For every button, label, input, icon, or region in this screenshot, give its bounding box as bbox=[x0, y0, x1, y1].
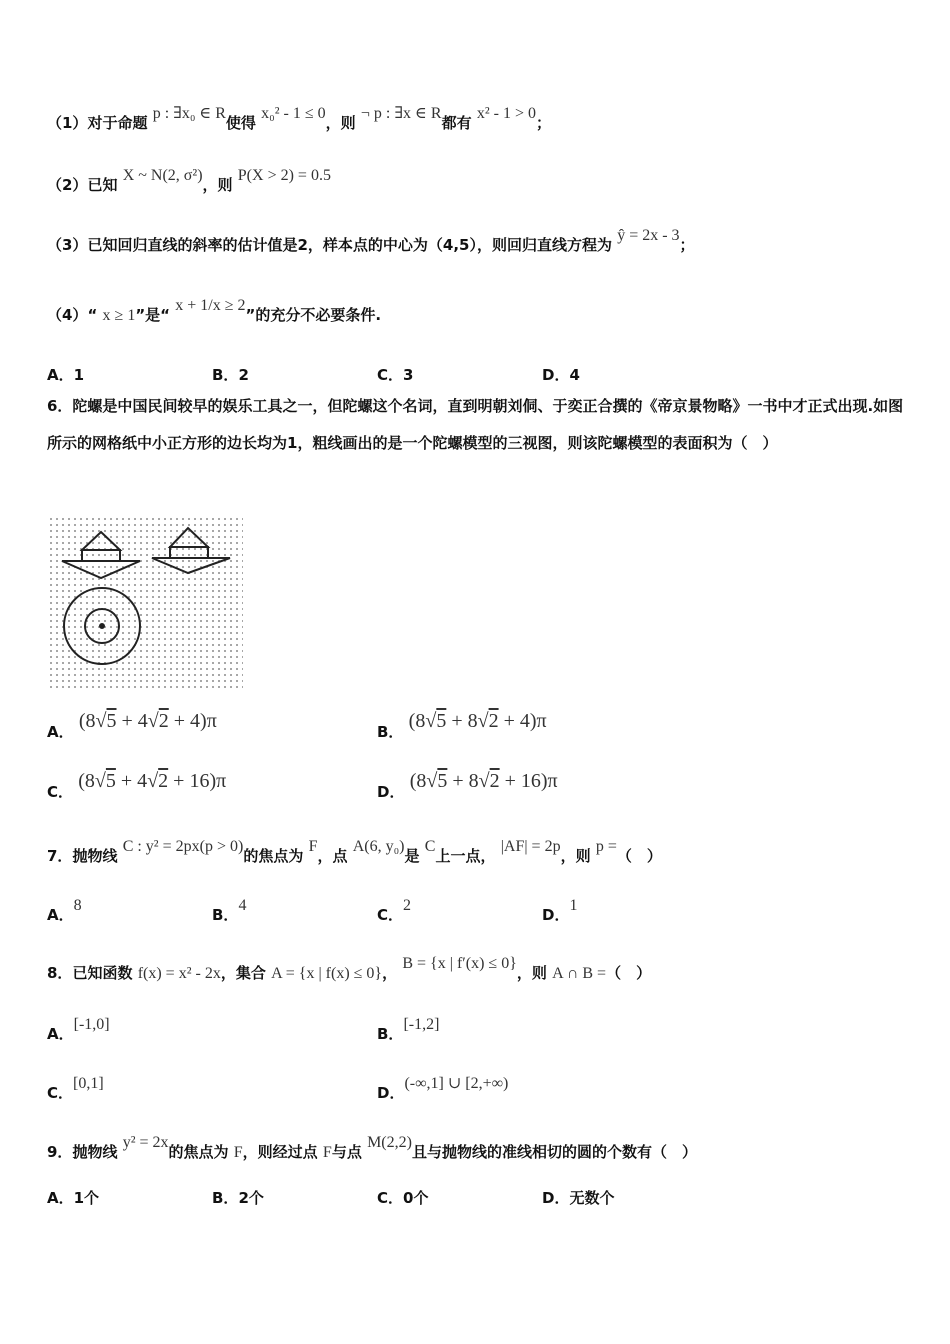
math: x₀² - 1 ≤ 0 bbox=[261, 105, 326, 122]
math: (8√5 + 8√2 + 16)π bbox=[409, 770, 558, 792]
math: (8√5 + 8√2 + 4)π bbox=[408, 710, 547, 732]
q8-option-d[interactable]: D．(-∞,1] ∪ [2,+∞) bbox=[377, 1075, 509, 1102]
math: B = {x | f′(x) ≤ 0} bbox=[402, 955, 517, 972]
q8-option-c[interactable]: C．[0,1] bbox=[47, 1075, 104, 1102]
grid-paper bbox=[48, 516, 243, 691]
q7-option-b[interactable]: B．4 bbox=[212, 897, 247, 924]
math: C : y² = 2px(p > 0) bbox=[122, 838, 244, 855]
q5-statement-1: （1）对于命题 p : ∃x₀ ∈ R使得 x₀² - 1 ≤ 0，则 ¬ p : ∃x ∈ R都有 x² - 1 > 0； bbox=[47, 105, 551, 132]
math: F bbox=[308, 838, 318, 855]
q7-option-d[interactable]: D．1 bbox=[542, 897, 578, 924]
math: f(x) = x² - 2x bbox=[137, 965, 221, 982]
q9-option-d[interactable]: D．无数个 bbox=[542, 1189, 615, 1207]
q9-option-a[interactable]: A．1个 bbox=[47, 1189, 100, 1207]
math: A(6, y₀) bbox=[352, 838, 405, 855]
q5-option-d[interactable]: D．4 bbox=[542, 366, 580, 384]
q6-stem: 6．陀螺是中国民间较早的娱乐工具之一，但陀螺这个名词，直到明朝刘侗、于奕正合撰的《帝京景物略》一书中才正式出现.如图所示的网格纸中小正方形的边长均为1，粗线画出的是一个陀螺模型的三视图，则该陀螺模型的表面积为（ ） bbox=[47, 397, 904, 452]
math: F bbox=[233, 1144, 243, 1161]
q7-option-a[interactable]: A．8 bbox=[47, 897, 82, 924]
q6-option-d[interactable]: D． (8√5 + 8√2 + 16)π bbox=[377, 770, 558, 801]
q5-option-b[interactable]: B．2 bbox=[212, 366, 249, 384]
math: (8√5 + 4√2 + 4)π bbox=[78, 710, 217, 732]
q6-option-c[interactable]: C． (8√5 + 4√2 + 16)π bbox=[47, 770, 227, 801]
q9-stem: 9．抛物线 y² = 2x的焦点为 F，则经过点 F与点 M(2,2)且与抛物线的准线相切的圆的个数有（ ） bbox=[47, 1134, 697, 1161]
math: ŷ = 2x - 3 bbox=[617, 227, 680, 244]
q5-option-a[interactable]: A．1 bbox=[47, 366, 85, 384]
q7-stem: 7．抛物线 C : y² = 2px(p > 0)的焦点为 F，点 A(6, y₀)是 C上一点， |AF| = 2p，则 p =（ ） bbox=[47, 838, 662, 865]
q6-option-a[interactable]: A． (8√5 + 4√2 + 4)π bbox=[47, 710, 217, 741]
q8-option-a[interactable]: A．[-1,0] bbox=[47, 1016, 110, 1043]
math: A ∩ B = bbox=[552, 965, 607, 982]
three-view-figure bbox=[48, 516, 243, 691]
math: ¬ p : ∃x ∈ R bbox=[360, 105, 442, 122]
math: P(X > 2) = 0.5 bbox=[237, 167, 331, 184]
math: y² = 2x bbox=[122, 1134, 169, 1151]
math: p : ∃x₀ ∈ R bbox=[152, 105, 226, 122]
math: |AF| = 2p bbox=[500, 838, 561, 855]
math: A = {x | f(x) ≤ 0} bbox=[271, 965, 383, 982]
q5-option-c[interactable]: C．3 bbox=[377, 366, 414, 384]
math: X ~ N(2, σ²) bbox=[122, 167, 203, 184]
math: C bbox=[424, 838, 436, 855]
q5-statement-4: （4）“ x ≥ 1”是“ x + 1/x ≥ 2”的充分不必要条件. bbox=[47, 297, 382, 324]
math: M(2,2) bbox=[367, 1134, 412, 1151]
q5-statement-3: （3）已知回归直线的斜率的估计值是2，样本点的中心为（4,5），则回归直线方程为 ŷ = 2x - 3； bbox=[47, 227, 695, 254]
math: (8√5 + 4√2 + 16)π bbox=[78, 770, 227, 792]
q7-option-c[interactable]: C．2 bbox=[377, 897, 412, 924]
q9-option-c[interactable]: C．0个 bbox=[377, 1189, 429, 1207]
q6-option-b[interactable]: B． (8√5 + 8√2 + 4)π bbox=[377, 710, 547, 741]
q9-option-b[interactable]: B．2个 bbox=[212, 1189, 264, 1207]
q8-option-b[interactable]: B．[-1,2] bbox=[377, 1016, 440, 1043]
q5-statement-2: （2）已知 X ~ N(2, σ²)，则 P(X > 2) = 0.5 bbox=[47, 167, 331, 194]
math: p = bbox=[595, 838, 617, 855]
math: F bbox=[322, 1144, 332, 1161]
math: x ≥ 1 bbox=[102, 307, 136, 324]
math: x + 1/x ≥ 2 bbox=[175, 297, 246, 314]
math: x² - 1 > 0 bbox=[476, 105, 536, 122]
q8-stem: 8．已知函数 f(x) = x² - 2x，集合 A = {x | f(x) ≤ 0}， B = {x | f′(x) ≤ 0}，则 A ∩ B =（ ） bbox=[47, 955, 652, 982]
